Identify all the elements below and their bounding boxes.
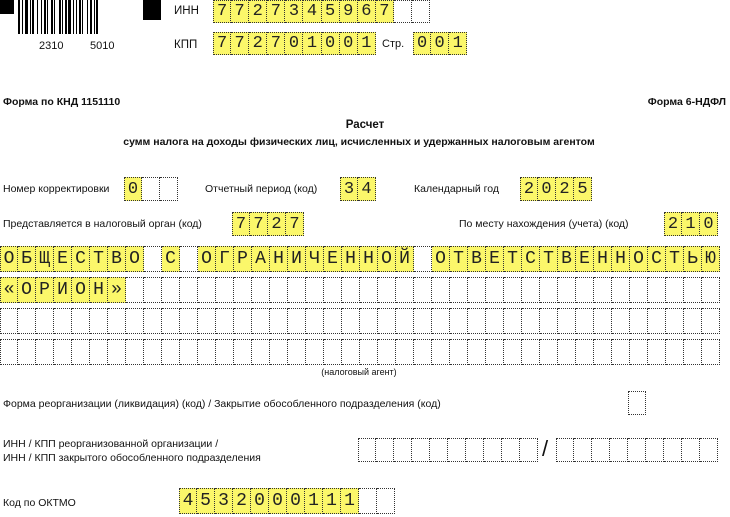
char-cell[interactable]: Е	[576, 246, 594, 272]
char-cell[interactable]: О	[378, 246, 396, 272]
char-cell[interactable]	[90, 339, 108, 365]
char-cell[interactable]	[666, 277, 684, 303]
char-cell[interactable]	[450, 277, 468, 303]
char-cell[interactable]	[234, 308, 252, 334]
char-cell[interactable]	[288, 339, 306, 365]
char-cell[interactable]	[216, 339, 234, 365]
char-cell[interactable]	[556, 438, 574, 462]
char-cell[interactable]: Н	[594, 246, 612, 272]
barcode-bar	[94, 0, 95, 34]
char-cell[interactable]: 2	[233, 488, 251, 514]
char-cell[interactable]: 5	[574, 177, 592, 201]
agent-row[interactable]	[0, 308, 720, 334]
char-cell[interactable]: 4	[358, 177, 376, 201]
char-cell[interactable]: 2	[249, 0, 267, 23]
period-label: Отчетный период (код)	[205, 183, 318, 195]
char-cell[interactable]	[306, 339, 324, 365]
char-cell[interactable]: 0	[269, 488, 287, 514]
char-cell[interactable]: 4	[303, 0, 321, 23]
char-cell[interactable]	[54, 308, 72, 334]
char-cell[interactable]: В	[468, 246, 486, 272]
barcode	[0, 0, 162, 60]
char-cell[interactable]	[396, 308, 414, 334]
char-cell[interactable]: 0	[124, 177, 142, 201]
char-cell[interactable]: Т	[666, 246, 684, 272]
barcode-bar	[76, 0, 77, 34]
char-cell[interactable]	[576, 308, 594, 334]
reorg-inn-label-2: ИНН / КПП закрытого обособленного подразделения	[3, 452, 261, 464]
char-cell[interactable]: 1	[449, 32, 467, 55]
char-cell[interactable]	[430, 438, 448, 462]
barcode-bar	[87, 0, 88, 34]
char-cell[interactable]	[486, 339, 504, 365]
char-cell[interactable]	[630, 308, 648, 334]
char-cell[interactable]	[144, 308, 162, 334]
char-cell[interactable]	[432, 277, 450, 303]
reorg-form-label: Форма реорганизации (ликвидация) (код) / Закрытие обособленного подразделения (код)	[3, 398, 441, 410]
char-cell[interactable]: В	[558, 246, 576, 272]
agent-row[interactable]	[0, 246, 720, 272]
form-subtitle: сумм налога на доходы физических лиц, исчисленных и удержанных налоговым агентом	[123, 136, 595, 148]
char-cell[interactable]: О	[198, 246, 216, 272]
char-cell[interactable]	[594, 277, 612, 303]
char-cell[interactable]	[288, 308, 306, 334]
char-cell[interactable]	[486, 308, 504, 334]
char-cell[interactable]: Н	[270, 246, 288, 272]
barcode-bar	[41, 0, 42, 34]
char-cell[interactable]	[377, 488, 395, 514]
char-cell[interactable]	[324, 277, 342, 303]
char-cell[interactable]	[144, 277, 162, 303]
char-cell[interactable]	[612, 339, 630, 365]
char-cell[interactable]: 1	[358, 32, 376, 55]
oktmo-label: Код по ОКТМО	[3, 497, 76, 509]
char-cell[interactable]	[376, 438, 394, 462]
char-cell[interactable]	[414, 339, 432, 365]
char-cell[interactable]: И	[288, 246, 306, 272]
char-cell[interactable]	[574, 438, 592, 462]
char-cell[interactable]	[234, 277, 252, 303]
page-field[interactable]	[413, 32, 467, 55]
char-cell[interactable]	[378, 277, 396, 303]
char-cell[interactable]: 1	[341, 488, 359, 514]
char-cell[interactable]	[504, 308, 522, 334]
barcode-bar	[82, 0, 83, 34]
char-cell[interactable]	[448, 438, 466, 462]
reorg-kpp-field[interactable]	[556, 438, 718, 462]
char-cell[interactable]	[360, 339, 378, 365]
char-cell[interactable]: 2	[268, 212, 286, 236]
correction-label: Номер корректировки	[3, 183, 110, 195]
char-cell[interactable]	[558, 308, 576, 334]
char-cell[interactable]	[324, 308, 342, 334]
char-cell[interactable]	[522, 277, 540, 303]
char-cell[interactable]: 7	[286, 212, 304, 236]
char-cell[interactable]: 0	[285, 32, 303, 55]
char-cell[interactable]	[18, 308, 36, 334]
inn-field[interactable]	[213, 0, 430, 23]
char-cell[interactable]	[558, 277, 576, 303]
char-cell[interactable]	[540, 277, 558, 303]
barcode-bar	[32, 0, 34, 34]
char-cell[interactable]	[414, 277, 432, 303]
char-cell[interactable]	[90, 308, 108, 334]
char-cell[interactable]: 0	[413, 32, 431, 55]
char-cell[interactable]: Р	[36, 277, 54, 303]
char-cell[interactable]	[270, 339, 288, 365]
char-cell[interactable]	[234, 339, 252, 365]
char-cell[interactable]	[540, 339, 558, 365]
location-label: По месту нахождения (учета) (код)	[459, 218, 629, 230]
char-cell[interactable]	[504, 277, 522, 303]
char-cell[interactable]	[648, 339, 666, 365]
barcode-bar	[18, 0, 20, 34]
kpp-field[interactable]	[213, 32, 376, 55]
char-cell[interactable]	[450, 308, 468, 334]
char-cell[interactable]	[610, 438, 628, 462]
char-cell[interactable]: 3	[340, 177, 358, 201]
char-cell[interactable]	[288, 277, 306, 303]
char-cell[interactable]: И	[54, 277, 72, 303]
char-cell[interactable]	[558, 339, 576, 365]
char-cell[interactable]	[502, 438, 520, 462]
char-cell[interactable]	[684, 277, 702, 303]
char-cell[interactable]	[468, 277, 486, 303]
char-cell[interactable]	[198, 339, 216, 365]
char-cell[interactable]	[342, 339, 360, 365]
char-cell[interactable]: Щ	[36, 246, 54, 272]
tax-office-field[interactable]	[232, 212, 304, 236]
char-cell[interactable]: Е	[486, 246, 504, 272]
char-cell[interactable]	[684, 308, 702, 334]
char-cell[interactable]	[594, 308, 612, 334]
char-cell[interactable]: »	[108, 277, 126, 303]
char-cell[interactable]	[576, 277, 594, 303]
char-cell[interactable]	[360, 308, 378, 334]
char-cell[interactable]	[702, 277, 720, 303]
char-cell[interactable]	[126, 339, 144, 365]
form-knd: Форма по КНД 1151110	[3, 96, 121, 108]
char-cell[interactable]	[144, 246, 162, 272]
char-cell[interactable]	[252, 339, 270, 365]
char-cell[interactable]: 2	[520, 177, 538, 201]
char-cell[interactable]: 1	[682, 212, 700, 236]
char-cell[interactable]	[486, 277, 504, 303]
char-cell[interactable]: О	[72, 277, 90, 303]
char-cell[interactable]	[592, 438, 610, 462]
char-cell[interactable]	[342, 308, 360, 334]
kpp-label: КПП	[174, 39, 198, 51]
char-cell[interactable]	[252, 277, 270, 303]
char-cell[interactable]	[648, 308, 666, 334]
char-cell[interactable]	[72, 339, 90, 365]
char-cell[interactable]	[359, 488, 377, 514]
char-cell[interactable]: 0	[251, 488, 269, 514]
char-cell[interactable]: Ю	[702, 246, 720, 272]
char-cell[interactable]	[180, 308, 198, 334]
char-cell[interactable]	[72, 308, 90, 334]
barcode-bar	[59, 0, 61, 34]
char-cell[interactable]: 5	[197, 488, 215, 514]
char-cell[interactable]	[702, 308, 720, 334]
char-cell[interactable]	[450, 339, 468, 365]
char-cell[interactable]: О	[630, 246, 648, 272]
char-cell[interactable]	[466, 438, 484, 462]
barcode-bar	[96, 0, 98, 34]
char-cell[interactable]: А	[252, 246, 270, 272]
char-cell[interactable]	[0, 308, 18, 334]
char-cell[interactable]: О	[126, 246, 144, 272]
char-cell[interactable]	[414, 246, 432, 272]
char-cell[interactable]	[126, 308, 144, 334]
char-cell[interactable]	[612, 308, 630, 334]
char-cell[interactable]: 7	[267, 32, 285, 55]
char-cell[interactable]: Н	[612, 246, 630, 272]
char-cell[interactable]	[162, 339, 180, 365]
barcode-number-left: 2310	[39, 40, 64, 52]
char-cell[interactable]: 7	[213, 0, 231, 23]
char-cell[interactable]: 7	[213, 32, 231, 55]
char-cell[interactable]: С	[162, 246, 180, 272]
barcode-bar	[90, 0, 92, 34]
char-cell[interactable]: 0	[431, 32, 449, 55]
char-cell[interactable]: 1	[305, 488, 323, 514]
char-cell[interactable]	[630, 339, 648, 365]
char-cell[interactable]	[324, 339, 342, 365]
char-cell[interactable]	[270, 308, 288, 334]
char-cell[interactable]	[216, 308, 234, 334]
char-cell[interactable]	[700, 438, 718, 462]
form-title: Расчет	[345, 119, 385, 131]
char-cell[interactable]: 7	[250, 212, 268, 236]
char-cell[interactable]: 0	[322, 32, 340, 55]
char-cell[interactable]	[522, 339, 540, 365]
barcode-bar	[65, 0, 67, 34]
char-cell[interactable]: 3	[215, 488, 233, 514]
char-cell[interactable]	[160, 177, 178, 201]
char-cell[interactable]: 5	[322, 0, 340, 23]
char-cell[interactable]	[664, 438, 682, 462]
char-cell[interactable]	[484, 438, 502, 462]
char-cell[interactable]: Г	[216, 246, 234, 272]
year-label: Календарный год	[414, 183, 499, 195]
char-cell[interactable]: Т	[504, 246, 522, 272]
inn-label: ИНН	[174, 5, 199, 17]
char-cell[interactable]: Н	[360, 246, 378, 272]
barcode-marker	[143, 0, 161, 20]
char-cell[interactable]	[396, 277, 414, 303]
char-cell[interactable]: 2	[664, 212, 682, 236]
year-field[interactable]	[520, 177, 592, 201]
char-cell[interactable]: 0	[340, 32, 358, 55]
char-cell[interactable]	[646, 438, 664, 462]
char-cell[interactable]: Е	[324, 246, 342, 272]
char-cell[interactable]	[630, 277, 648, 303]
char-cell[interactable]: 0	[538, 177, 556, 201]
char-cell[interactable]: Б	[18, 246, 36, 272]
barcode-bar	[62, 0, 63, 34]
barcode-bar	[22, 0, 23, 34]
char-cell[interactable]: Й	[396, 246, 414, 272]
char-cell[interactable]	[628, 391, 646, 415]
char-cell[interactable]: В	[108, 246, 126, 272]
char-cell[interactable]	[142, 177, 160, 201]
char-cell[interactable]: Н	[90, 277, 108, 303]
agent-row[interactable]	[0, 339, 720, 365]
char-cell[interactable]: 6	[358, 0, 376, 23]
char-cell[interactable]	[468, 308, 486, 334]
barcode-bar	[51, 0, 53, 34]
page-label: Стр.	[382, 38, 405, 50]
char-cell[interactable]	[216, 277, 234, 303]
char-cell[interactable]	[54, 339, 72, 365]
char-cell[interactable]	[612, 277, 630, 303]
char-cell[interactable]: 7	[267, 0, 285, 23]
barcode-bar	[54, 0, 55, 34]
char-cell[interactable]	[306, 308, 324, 334]
char-cell[interactable]	[414, 308, 432, 334]
char-cell[interactable]	[594, 339, 612, 365]
char-cell[interactable]: О	[18, 277, 36, 303]
reorg-inn-label-1: ИНН / КПП реорганизованной организации /	[3, 438, 219, 450]
char-cell[interactable]	[198, 308, 216, 334]
reorg-slash: /	[542, 436, 549, 461]
char-cell[interactable]: 7	[231, 32, 249, 55]
char-cell[interactable]	[36, 308, 54, 334]
char-cell[interactable]	[126, 277, 144, 303]
char-cell[interactable]	[504, 339, 522, 365]
char-cell[interactable]	[180, 339, 198, 365]
barcode-bar	[68, 0, 71, 34]
char-cell[interactable]: Ч	[306, 246, 324, 272]
char-cell[interactable]	[666, 308, 684, 334]
char-cell[interactable]	[468, 339, 486, 365]
char-cell[interactable]	[666, 339, 684, 365]
char-cell[interactable]	[522, 308, 540, 334]
char-cell[interactable]	[18, 339, 36, 365]
char-cell[interactable]	[108, 339, 126, 365]
char-cell[interactable]	[198, 277, 216, 303]
char-cell[interactable]	[412, 0, 430, 23]
oktmo-field[interactable]	[179, 488, 395, 514]
barcode-bar	[73, 0, 74, 34]
barcode-bar	[79, 0, 81, 34]
agent-row[interactable]	[0, 277, 720, 303]
barcode-bar	[47, 0, 48, 34]
char-cell[interactable]: О	[432, 246, 450, 272]
char-cell[interactable]	[270, 277, 288, 303]
char-cell[interactable]	[432, 308, 450, 334]
char-cell[interactable]	[144, 339, 162, 365]
char-cell[interactable]: 4	[179, 488, 197, 514]
char-cell[interactable]	[360, 277, 378, 303]
char-cell[interactable]: 2	[556, 177, 574, 201]
char-cell[interactable]	[378, 339, 396, 365]
reorg-form-field[interactable]	[628, 391, 646, 415]
char-cell[interactable]: 3	[285, 0, 303, 23]
barcode-bar	[30, 0, 31, 34]
char-cell[interactable]: 0	[700, 212, 718, 236]
char-cell[interactable]	[306, 277, 324, 303]
char-cell[interactable]: Ь	[684, 246, 702, 272]
char-cell[interactable]	[432, 339, 450, 365]
char-cell[interactable]: О	[0, 246, 18, 272]
char-cell[interactable]	[358, 438, 376, 462]
char-cell[interactable]	[682, 438, 700, 462]
char-cell[interactable]	[576, 339, 594, 365]
char-cell[interactable]	[684, 339, 702, 365]
char-cell[interactable]	[520, 438, 538, 462]
char-cell[interactable]	[540, 308, 558, 334]
char-cell[interactable]	[36, 339, 54, 365]
char-cell[interactable]	[378, 308, 396, 334]
form-name: Форма 6-НДФЛ	[647, 96, 726, 108]
char-cell[interactable]	[648, 277, 666, 303]
char-cell[interactable]: 7	[231, 0, 249, 23]
barcode-bar	[37, 0, 38, 34]
char-cell[interactable]: 7	[376, 0, 394, 23]
char-cell[interactable]: «	[0, 277, 18, 303]
reorg-inn-field[interactable]	[358, 438, 538, 462]
correction-field[interactable]	[124, 177, 178, 201]
char-cell[interactable]	[702, 339, 720, 365]
location-field[interactable]	[664, 212, 718, 236]
char-cell[interactable]	[0, 339, 18, 365]
char-cell[interactable]: Т	[450, 246, 468, 272]
char-cell[interactable]: 2	[249, 32, 267, 55]
char-cell[interactable]: С	[648, 246, 666, 272]
barcode-bar	[25, 0, 28, 34]
barcode-bar	[44, 0, 46, 34]
char-cell[interactable]	[252, 308, 270, 334]
barcode-number-right: 5010	[90, 40, 115, 52]
char-cell[interactable]: Т	[90, 246, 108, 272]
char-cell[interactable]: Е	[54, 246, 72, 272]
char-cell[interactable]	[412, 438, 430, 462]
char-cell[interactable]: 7	[232, 212, 250, 236]
char-cell[interactable]: Т	[540, 246, 558, 272]
char-cell[interactable]: 1	[323, 488, 341, 514]
agent-caption: (налоговый агент)	[321, 367, 397, 377]
char-cell[interactable]	[162, 277, 180, 303]
char-cell[interactable]: Н	[342, 246, 360, 272]
tax-office-label: Представляется в налоговый орган (код)	[3, 218, 202, 230]
char-cell[interactable]: 0	[287, 488, 305, 514]
char-cell[interactable]	[180, 277, 198, 303]
char-cell[interactable]	[108, 308, 126, 334]
char-cell[interactable]: 1	[303, 32, 321, 55]
char-cell[interactable]	[394, 438, 412, 462]
char-cell[interactable]	[342, 277, 360, 303]
char-cell[interactable]	[162, 308, 180, 334]
char-cell[interactable]: С	[522, 246, 540, 272]
char-cell[interactable]	[396, 339, 414, 365]
char-cell[interactable]	[394, 0, 412, 23]
barcode-marker	[0, 0, 14, 14]
char-cell[interactable]: 9	[340, 0, 358, 23]
period-field[interactable]	[340, 177, 376, 201]
char-cell[interactable]: Р	[234, 246, 252, 272]
char-cell[interactable]	[180, 246, 198, 272]
char-cell[interactable]: С	[72, 246, 90, 272]
char-cell[interactable]	[628, 438, 646, 462]
